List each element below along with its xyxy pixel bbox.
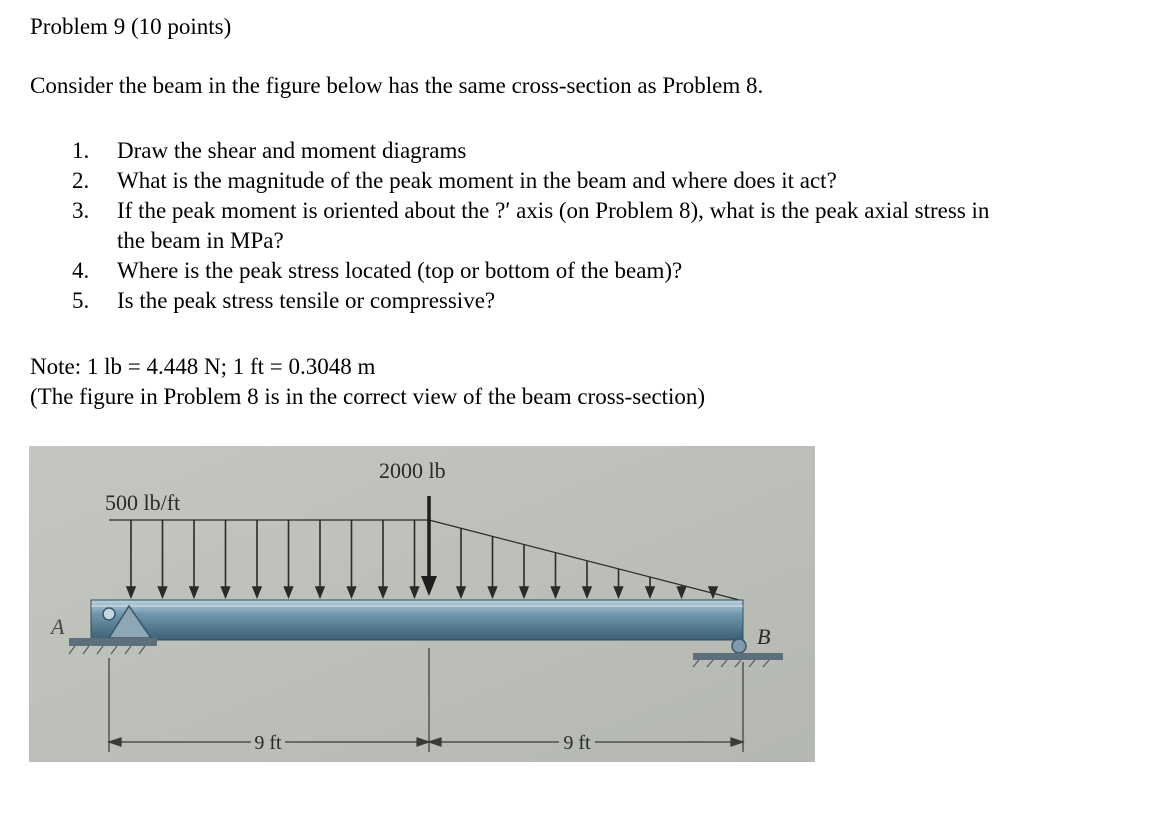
question-item — [0, 166, 989, 196]
beam-figure — [29, 446, 815, 762]
figure-note: (The figure in Problem 8 is in the correct view of the beam cross-section) — [30, 384, 706, 409]
problem-intro: Consider the beam in the figure below has the same cross-section as Problem 8. — [30, 73, 764, 98]
question-text: Is the peak stress tensile or compressive? — [117, 288, 496, 313]
span-left-label: 9 ft — [254, 732, 282, 754]
question-number: 4. — [72, 258, 90, 283]
question-item — [0, 286, 989, 316]
problem-title: Problem 9 (10 points) — [30, 14, 232, 39]
question-text: What is the magnitude of the peak moment in the beam and where does it act? — [117, 168, 837, 193]
question-item — [0, 136, 989, 166]
support-a-label: A — [51, 614, 65, 639]
support-b-label: B — [757, 624, 771, 649]
question-text: Where is the peak stress located (top or bottom of the beam)? — [117, 258, 683, 283]
question-number: 2. — [72, 168, 90, 193]
question-number: 5. — [72, 288, 90, 313]
question-number: 1. — [72, 138, 90, 163]
span-right-label: 9 ft — [563, 732, 591, 754]
question-item — [0, 256, 989, 286]
unit-note: Note: 1 lb = 4.448 N; 1 ft = 0.3048 m — [30, 354, 376, 379]
beam — [91, 600, 743, 640]
question-text: If the peak moment is oriented about the ?′ axis (on Problem 8), what is the peak axial stress in — [117, 198, 990, 223]
question-item — [0, 196, 989, 256]
question-text-continued: the beam in MPa? — [117, 228, 284, 253]
distributed-load-label: 500 lb/ft — [105, 490, 181, 515]
question-number: 3. — [72, 198, 90, 223]
point-load-label: 2000 lb — [379, 458, 446, 483]
question-text: Draw the shear and moment diagrams — [117, 138, 467, 163]
question-list — [0, 136, 989, 316]
